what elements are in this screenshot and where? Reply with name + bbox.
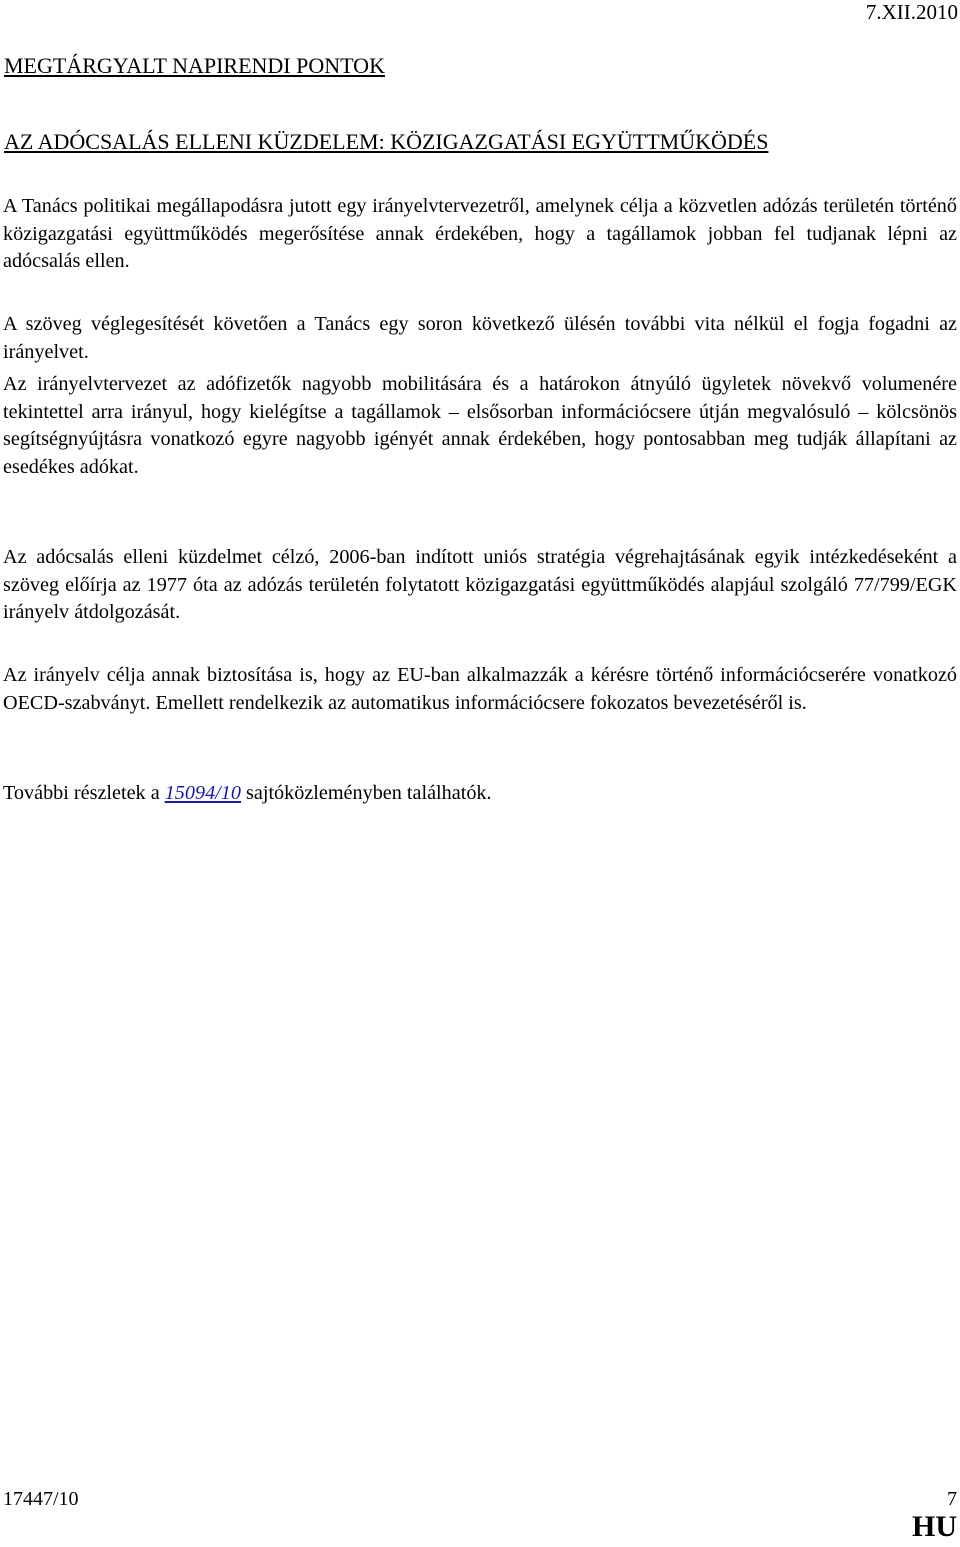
item-heading-tax-fraud: AZ ADÓCSALÁS ELLENI KÜZDELEM: KÖZIGAZGATÁSI EGYÜTTMŰKÖDÉS xyxy=(4,129,769,154)
further-details-prefix: További részletek a xyxy=(3,782,165,804)
paragraph-adoption: A szöveg véglegesítését követően a Tanács egy soron következő ülésén további vita nélkül el fogja fogadni az irányelvet. xyxy=(3,313,957,363)
document-date: 7.XII.2010 xyxy=(865,0,958,24)
further-details-suffix: sajtóközleményben találhatók. xyxy=(240,782,492,804)
page-number: 7 xyxy=(947,1488,957,1510)
language-code: HU xyxy=(912,1510,957,1543)
paragraph-political-agreement: A Tanács politikai megállapodásra jutott egy irányelvtervezetről, amelynek célja a közvetlen adózás területén történő közigazgatási együttműködés megerősítése annak érdekében, hogy a tagállamok jobban fel tudjanak lépni az adócsalás ellen. xyxy=(3,195,957,272)
section-heading-agenda: MEGTÁRGYALT NAPIRENDI PONTOK xyxy=(4,53,385,78)
press-release-link[interactable]: 15094/10 xyxy=(164,782,241,804)
paragraph-further-details xyxy=(3,780,957,808)
document-number: 17447/10 xyxy=(3,1488,79,1510)
paragraph-mutual-assistance: Az irányelvtervezet az adófizetők nagyobb mobilitására és a határokon átnyúló ügyletek növekvő volumenére tekintettel arra irányul, hogy kielégítse a tagállamok – elsősorban információcsere útján megvalósuló – kölcsönös segítségnyújtásra vonatkozó egyre nagyobb igényét annak érdekében, hogy pontosabban meg tudják állapítani az esedékes adókat. xyxy=(3,373,957,478)
paragraph-oecd-standard: Az irányelv célja annak biztosítása is, hogy az EU-ban alkalmazzák a kérésre történő információcserére vonatkozó OECD-szabványt. Emellett rendelkezik az automatikus információcsere fokozatos bevezetéséről is. xyxy=(3,664,957,714)
paragraph-eu-strategy: Az adócsalás elleni küzdelmet célzó, 2006-ban indított uniós stratégia végrehajtásának egyik intézkedéseként a szöveg előírja az 1977 óta az adózás területén folytatott közigazgatási együttműködés alapjául szolgáló 77/799/EGK irányelv átdolgozását. xyxy=(3,546,957,623)
